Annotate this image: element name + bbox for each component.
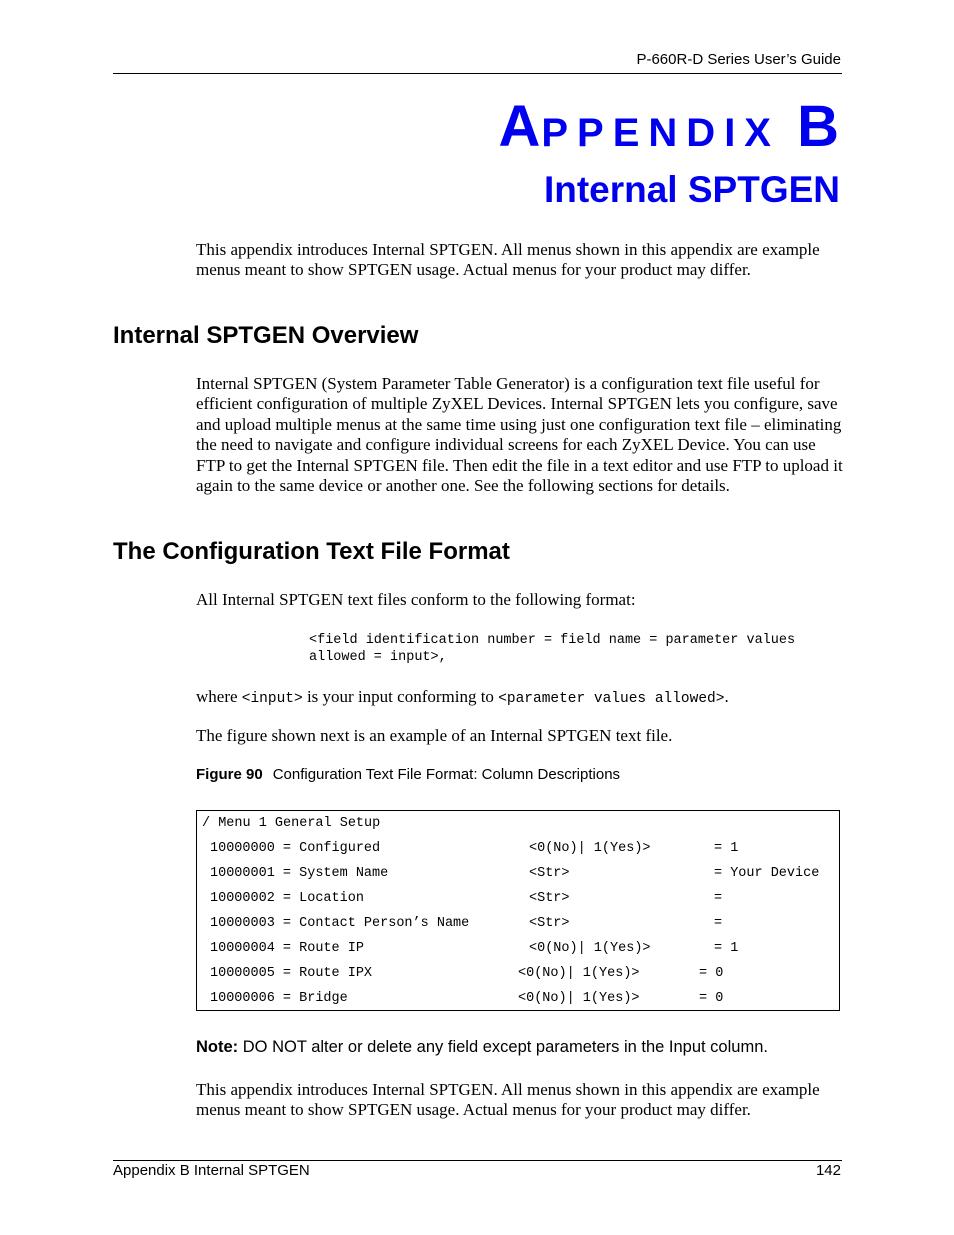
figure-box xyxy=(196,810,840,1011)
appendix-cap-a: A xyxy=(498,94,542,159)
format-lead: All Internal SPTGEN text files conform to the following format: xyxy=(196,590,636,609)
table-row xyxy=(197,914,839,934)
header-rule xyxy=(113,73,842,74)
note-label: Note: xyxy=(196,1038,239,1056)
chapter-title: Internal SPTGEN xyxy=(543,169,840,210)
table-row xyxy=(197,864,839,884)
where-paragraph xyxy=(196,687,846,709)
note-paragraph xyxy=(196,1038,768,1057)
overview-paragraph: Internal SPTGEN (System Parameter Table Generator) is a configuration text file useful for efficient configuration of multiple ZyXEL Devices. Internal SPTGEN lets you configure, save and upload multiple menus at the same time using just one configuration text file – eliminating the need to navigate and configure individual screens for each ZyXEL Device. You can use FTP to get the Internal SPTGEN file. Then edit the file in a text editor and use FTP to upload it again to the same device or another one. See the following sections for details. xyxy=(196,374,843,496)
format-code-line-2: allowed = input>, xyxy=(309,650,447,665)
row-allowed: <Str> xyxy=(529,916,570,931)
appendix-letter: B xyxy=(797,94,840,159)
where-text-3: . xyxy=(724,687,729,706)
row-field: 10000005 = Route IPX xyxy=(210,966,373,981)
appendix-word-rest: PPENDIX xyxy=(541,111,780,155)
figure-intro: The figure shown next is an example of an Internal SPTGEN text file. xyxy=(196,726,673,745)
row-input: = Your Device xyxy=(714,866,820,881)
row-allowed: <Str> xyxy=(529,866,570,881)
where-text-1: where xyxy=(196,687,242,706)
figure-caption-text: Configuration Text File Format: Column Descriptions xyxy=(272,766,621,783)
row-allowed: <Str> xyxy=(529,891,570,906)
where-code-allowed: <parameter values allowed> xyxy=(498,691,725,707)
figure-caption xyxy=(196,766,620,783)
row-field: 10000003 = Contact Person’s Name xyxy=(210,916,470,931)
appendix-spacer xyxy=(780,94,797,159)
row-field: 10000001 = System Name xyxy=(210,866,389,881)
running-header: P-660R-D Series User’s Guide xyxy=(636,51,841,68)
table-row xyxy=(197,839,839,859)
row-field: 10000000 = Configured xyxy=(210,841,381,856)
menu-line-text: / Menu 1 General Setup xyxy=(202,816,381,831)
row-allowed: <0(No)| 1(Yes)> xyxy=(529,941,651,956)
table-row xyxy=(197,964,839,984)
format-heading: The Configuration Text File Format xyxy=(113,538,510,565)
row-field: 10000004 = Route IP xyxy=(210,941,364,956)
appendix-title xyxy=(498,94,840,159)
row-field: 10000006 = Bridge xyxy=(210,991,348,1006)
intro-paragraph: This appendix introduces Internal SPTGEN. All menus shown in this appendix are example menus meant to show SPTGEN usage. Actual menus for your product may differ. xyxy=(196,240,820,280)
row-input: = xyxy=(714,891,723,906)
table-row xyxy=(197,939,839,959)
where-code-input: <input> xyxy=(241,691,303,707)
footer-rule xyxy=(113,1160,842,1161)
figure-menu-line xyxy=(197,814,839,834)
row-allowed: <0(No)| 1(Yes)> xyxy=(529,841,651,856)
row-allowed: <0(No)| 1(Yes)> xyxy=(518,966,640,981)
figure-label: Figure 90 xyxy=(196,766,263,783)
row-input: = 0 xyxy=(699,991,724,1006)
note-text: DO NOT alter or delete any field except parameters in the Input column. xyxy=(238,1038,768,1056)
closing-paragraph: This appendix introduces Internal SPTGEN. All menus shown in this appendix are example menus meant to show SPTGEN usage. Actual menus for your product may differ. xyxy=(196,1080,820,1120)
row-allowed: <0(No)| 1(Yes)> xyxy=(518,991,640,1006)
footer-chapter: Appendix B Internal SPTGEN xyxy=(113,1162,310,1179)
row-input: = xyxy=(714,916,723,931)
row-input: = 0 xyxy=(699,966,724,981)
format-code-line-1: <field identification number = field name = parameter values xyxy=(309,633,796,648)
table-row xyxy=(197,889,839,909)
row-input: = 1 xyxy=(714,841,739,856)
overview-heading: Internal SPTGEN Overview xyxy=(113,322,419,349)
table-row xyxy=(197,989,839,1009)
row-field: 10000002 = Location xyxy=(210,891,364,906)
row-input: = 1 xyxy=(714,941,739,956)
page-number: 142 xyxy=(815,1162,841,1179)
where-text-2: is your input conforming to xyxy=(302,687,499,706)
